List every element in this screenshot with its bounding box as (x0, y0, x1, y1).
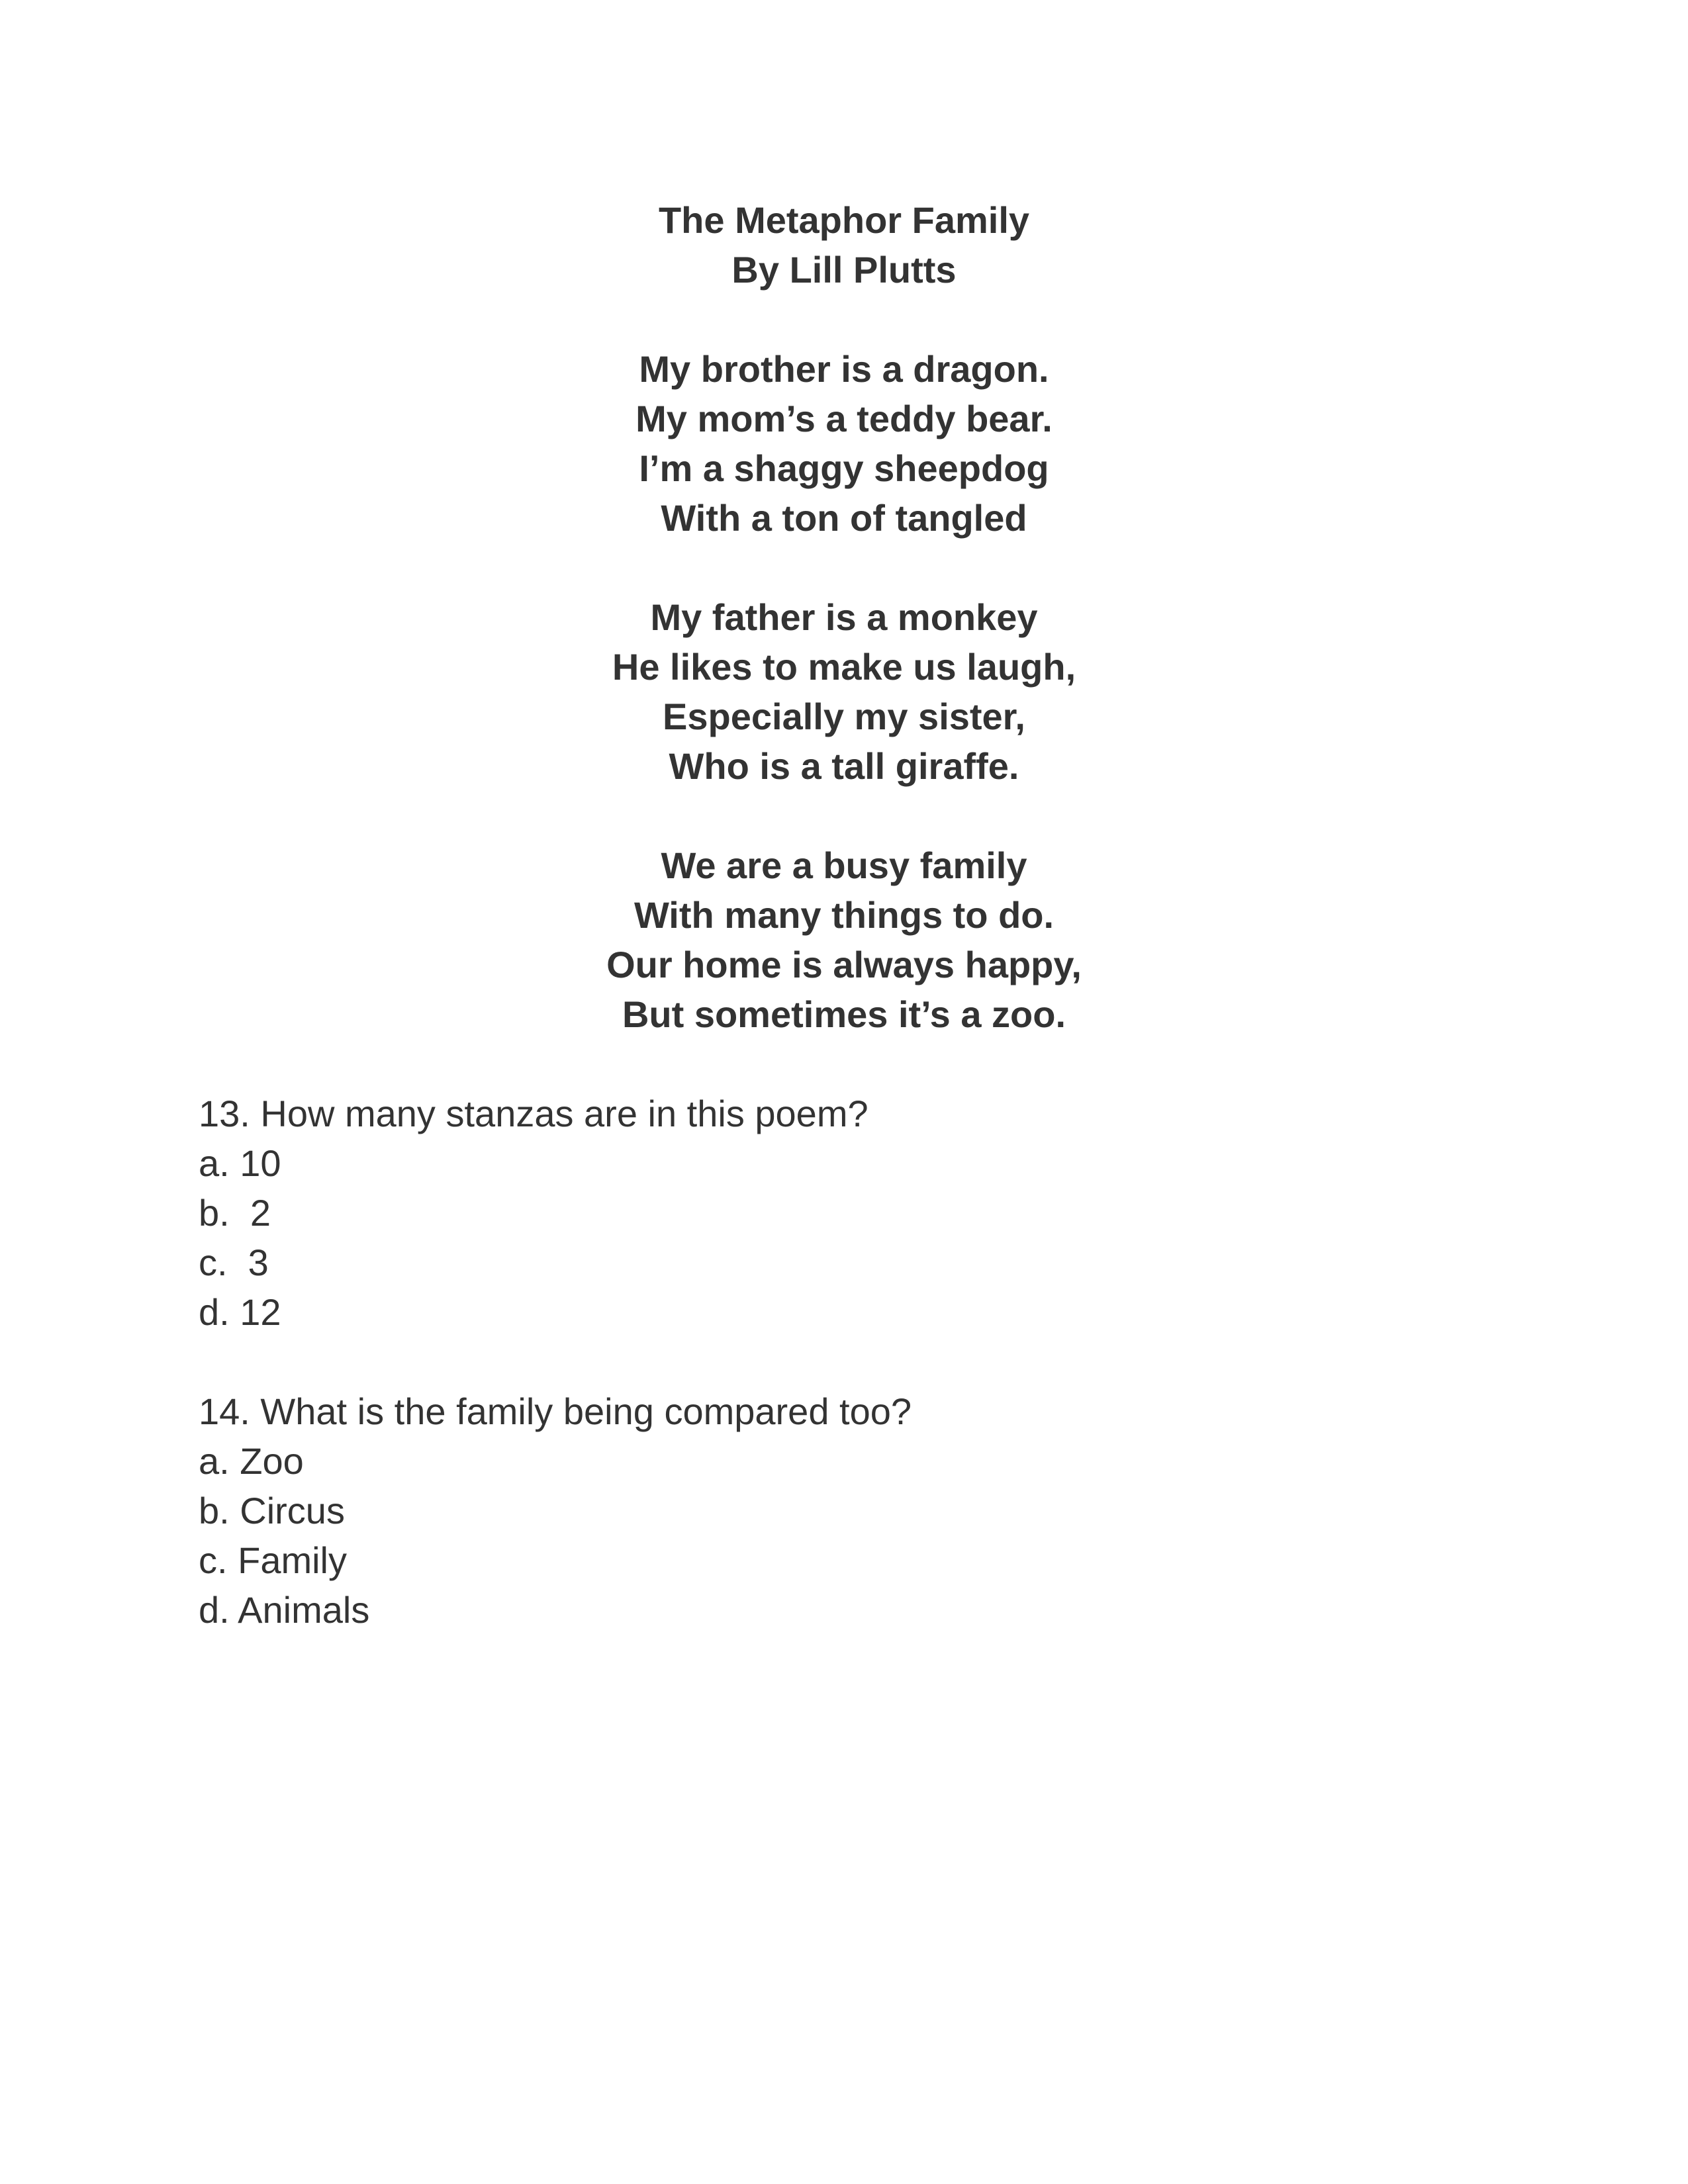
poem-line: Who is a tall giraffe. (669, 745, 1019, 787)
poem-line: My brother is a dragon. (639, 348, 1049, 390)
poem-line: With a ton of tangled (661, 497, 1027, 539)
question-spacer (199, 1337, 1523, 1387)
question-prompt: 14. What is the family being compared too? (199, 1390, 912, 1432)
answer-option: a. Zoo (199, 1440, 304, 1482)
answer-option: b. Circus (199, 1490, 345, 1531)
poem-line: He likes to make us laugh, (612, 646, 1076, 688)
question-prompt: 13. How many stanzas are in this poem? (199, 1093, 868, 1134)
poem-author: By Lill Plutts (731, 249, 957, 291)
question-list (199, 1089, 1523, 1635)
poem (0, 195, 1688, 1039)
answer-option: a. 10 (199, 1142, 281, 1184)
poem-line: Our home is always happy, (606, 944, 1082, 985)
answer-option: d. 12 (199, 1291, 281, 1333)
stanza-spacer (0, 295, 1688, 344)
poem-line: With many things to do. (633, 894, 1055, 936)
poem-line: Especially my sister, (663, 696, 1025, 737)
poem-line: My father is a monkey (650, 596, 1038, 638)
poem-line: But sometimes it’s a zoo. (622, 993, 1066, 1035)
answer-option: d. Animals (199, 1589, 370, 1631)
stanza-spacer (0, 791, 1688, 841)
poem-line: I’m a shaggy sheepdog (639, 447, 1049, 489)
poem-line: We are a busy family (661, 844, 1027, 886)
answer-option: b. 2 (199, 1192, 271, 1234)
stanza-spacer (0, 543, 1688, 592)
poem-line: My mom’s a teddy bear. (635, 398, 1053, 439)
answer-option: c. Family (199, 1539, 347, 1581)
answer-option: c. 3 (199, 1242, 269, 1283)
poem-title: The Metaphor Family (658, 199, 1030, 241)
